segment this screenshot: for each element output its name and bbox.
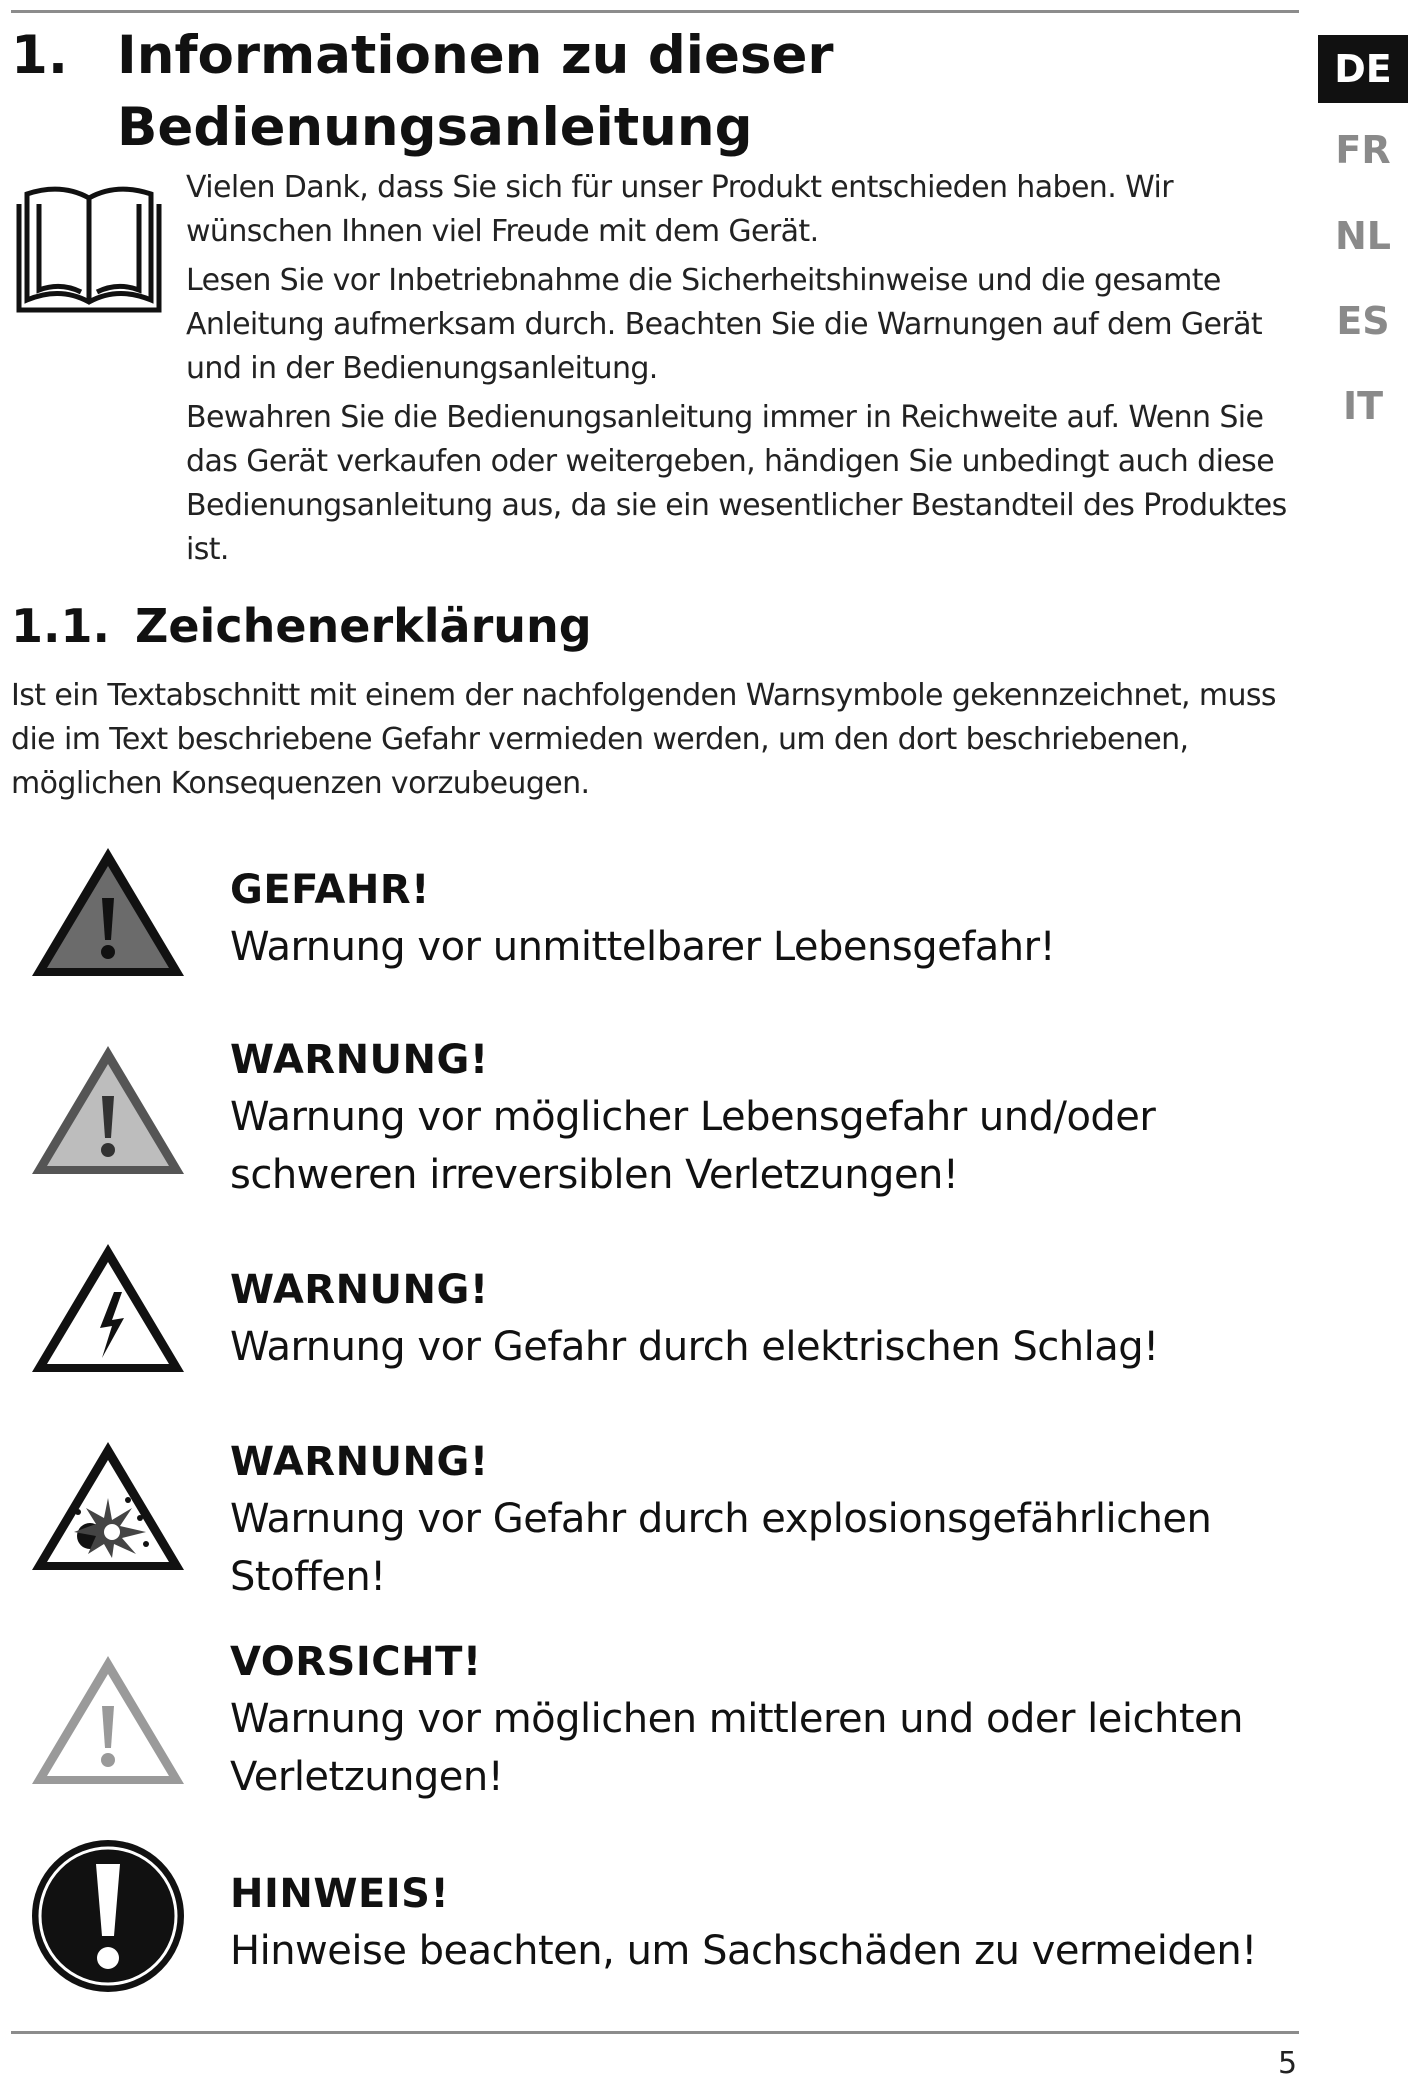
- caution-triangle-icon: [28, 1650, 188, 1790]
- intro-text: [186, 166, 1301, 577]
- warning-text: Warnung vor Gefahr durch explosionsgefährlichen Stoffen!: [230, 1496, 1212, 1600]
- section-1-heading: [11, 20, 834, 164]
- page-number: 5: [1278, 2046, 1298, 2081]
- warning-text: Warnung vor möglichen mittleren und oder leichten Verletzungen!: [230, 1696, 1243, 1800]
- warning-block-danger: [230, 862, 1310, 976]
- explosive-icon: [28, 1436, 188, 1576]
- warning-title: WARNUNG!: [230, 1439, 489, 1485]
- warning-title: WARNUNG!: [230, 1267, 489, 1313]
- section-1-number: 1.: [11, 25, 69, 86]
- symbols-explanation: Ist ein Textabschnitt mit einem der nachfolgenden Warnsymbole gekennzeichnet, muss die im Text beschriebene Gefahr vermieden werden, um den dort beschriebenen, möglichen Konsequenzen vorzubeugen.: [11, 678, 1276, 801]
- warning-block-warning: [230, 1032, 1310, 1204]
- bottom-rule: [11, 2031, 1299, 2034]
- top-rule: [11, 10, 1299, 13]
- intro-paragraph: Vielen Dank, dass Sie sich für unser Produkt entschieden haben. Wir wünschen Ihnen viel Freude mit dem Gerät.: [186, 170, 1173, 249]
- warning-title: GEFAHR!: [230, 867, 430, 913]
- warning-text: Hinweise beachten, um Sachschäden zu vermeiden!: [230, 1928, 1257, 1974]
- section-1-1-number: 1.1.: [11, 599, 110, 653]
- lang-tab-nl[interactable]: NL: [1334, 214, 1392, 258]
- electric-shock-icon: [28, 1238, 188, 1378]
- warning-block-electric: [230, 1262, 1310, 1376]
- warning-title: VORSICHT!: [230, 1639, 482, 1685]
- warning-text: Warnung vor unmittelbarer Lebensgefahr!: [230, 924, 1056, 970]
- section-1-title-line2: Bedienungsanleitung: [117, 97, 753, 158]
- intro-paragraph: Bewahren Sie die Bedienungsanleitung immer in Reichweite auf. Wenn Sie das Gerät verkaufen oder weitergeben, händigen Sie unbedingt auch diese Bedienungsanleitung aus, da sie ein wesentlicher Bestandteil des Produktes ist.: [186, 400, 1287, 567]
- warning-block-explosive: [230, 1434, 1310, 1606]
- warning-text: Warnung vor möglicher Lebensgefahr und/oder schweren irreversiblen Verletzungen!: [230, 1094, 1156, 1198]
- warning-text: Warnung vor Gefahr durch elektrischen Schlag!: [230, 1324, 1159, 1370]
- lang-tab-de[interactable]: DE: [1318, 35, 1408, 103]
- lang-tab-es[interactable]: ES: [1336, 299, 1390, 343]
- warning-block-caution: [230, 1634, 1310, 1806]
- notice-circle-icon: [28, 1836, 188, 1996]
- warning-title: WARNUNG!: [230, 1037, 489, 1083]
- warning-triangle-icon: [28, 1040, 188, 1180]
- warning-title: HINWEIS!: [230, 1871, 450, 1917]
- open-book-icon: [11, 182, 167, 318]
- section-1-1-title: Zeichenerklärung: [135, 599, 592, 653]
- lang-tab-it[interactable]: IT: [1342, 384, 1384, 428]
- danger-triangle-icon: [28, 842, 188, 982]
- warning-block-notice: [230, 1866, 1310, 1980]
- section-1-title-line1: Informationen zu dieser: [117, 25, 834, 86]
- section-1-1-heading: [11, 596, 592, 656]
- lang-tab-fr[interactable]: FR: [1335, 128, 1391, 172]
- intro-paragraph: Lesen Sie vor Inbetriebnahme die Sicherheitshinweise und die gesamte Anleitung aufmerksam durch. Beachten Sie die Warnungen auf dem Gerät und in der Bedienungsanleitung.: [186, 263, 1263, 386]
